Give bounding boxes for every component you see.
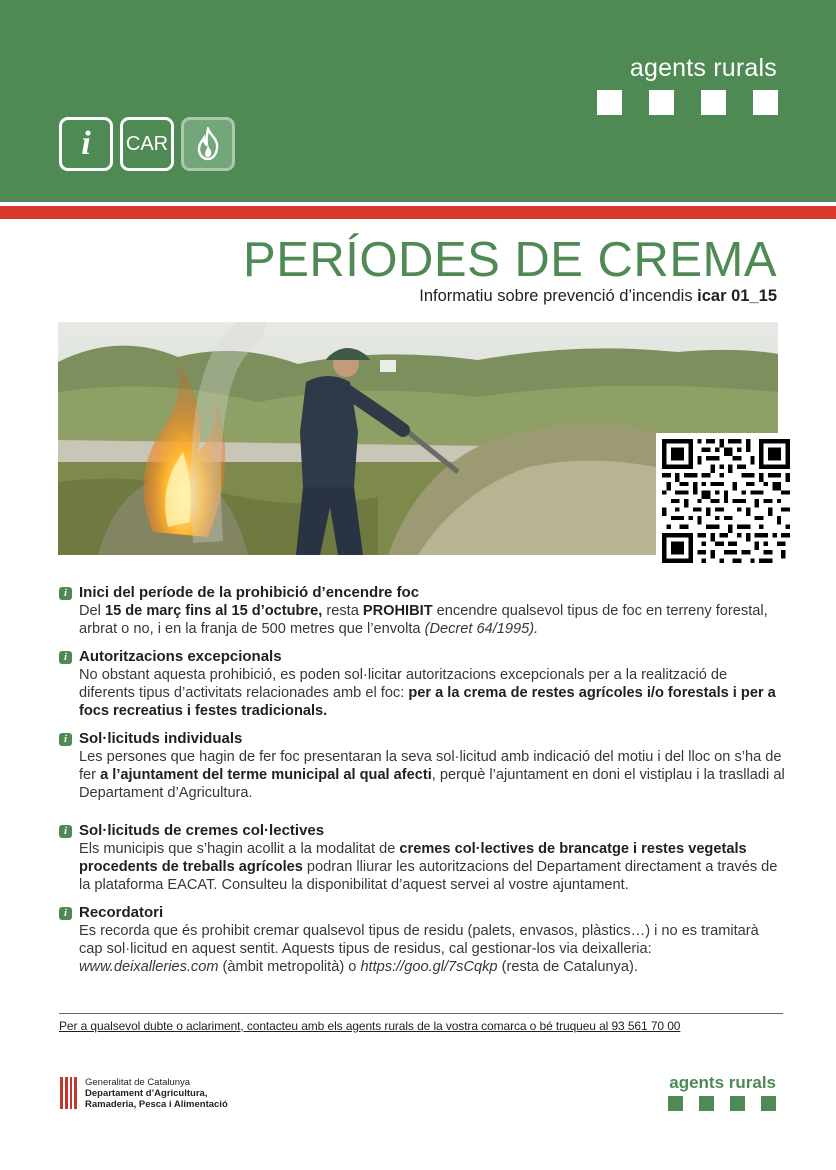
section-body (79, 748, 785, 802)
brand-square (753, 90, 778, 115)
body-text: resta (322, 603, 363, 619)
info-bullet-icon: i (59, 651, 72, 664)
italic-text: (Decret 64/1995). (424, 621, 539, 637)
red-stripe (0, 206, 836, 219)
section-heading: Sol·licituds de cremes col·lectives (79, 822, 325, 839)
emphasis-text: per a la crema de restes agrícoles i/o forestals i per a focs recreatius i festes tradicionals. (79, 685, 776, 719)
section-reminder (59, 904, 785, 976)
emphasis-text: a l’ajuntament del terme municipal al qual afecti (100, 767, 432, 783)
footer-divider (59, 1013, 783, 1014)
footer-brand: agents rurals (669, 1073, 776, 1092)
body-text: (àmbit metropolità) o (218, 959, 361, 975)
body-text: (resta de Catalunya). (497, 959, 638, 975)
gencat-line: Ramaderia, Pesca i Alimentació (85, 1099, 228, 1110)
emphasis-text: 15 de març fins al 15 d’octubre, (104, 603, 323, 619)
section-body (79, 840, 785, 894)
body-text: Els municipis que s’hagin acollit a la modalitat de (79, 841, 400, 857)
body-text: podran lliurar les autoritzacions del Departament directament a través de la plataforma EACAT. Consulteu la disponibilitat d’aquest servei al vostre ajuntament. (79, 859, 778, 893)
section-body (79, 602, 785, 638)
footer-brand-squares (668, 1096, 776, 1111)
section-prohibition-period (59, 584, 785, 638)
body-text: encendre qualsevol tipus de foc en terreny forestal, arbrat o no, i en la franja de 500 metres que l’envolta (79, 603, 768, 637)
page-title: PERÍODES DE CREMA (243, 233, 777, 287)
gencat-logo-icon (60, 1077, 77, 1109)
bulletin-code: icar 01_15 (697, 287, 777, 305)
brand-square (668, 1096, 683, 1111)
section-heading: Sol·licituds individuals (79, 730, 243, 747)
contact-line: Per a qualsevol dubte o aclariment, contacteu amb els agents rurals de la vostra comarca o bé truqueu al 93 561 70 00 (59, 1019, 681, 1033)
section-body (79, 922, 785, 976)
emphasis-text: cremes col·lectives de brancatge i restes vegetals procedents de treballs agrícoles (79, 841, 747, 875)
body-text: Es recorda que és prohibit cremar qualsevol tipus de residu (palets, envasos, plàstics…) i no es tramitarà cap sol·licitud en aquest sentit. Aquests tipus de residus, cal gestionar-los via deixalleria: (79, 923, 759, 957)
section-exceptional-authorizations (59, 648, 785, 720)
italic-text: www.deixalleries.com (79, 959, 219, 975)
fire-icon (181, 117, 235, 171)
info-bullet-icon: i (59, 825, 72, 838)
icon-row (59, 117, 235, 171)
brand-square (649, 90, 674, 115)
brand-square (701, 90, 726, 115)
emphasis-text: PROHIBIT (362, 603, 433, 619)
body-text: , perquè l’ajuntament en doni el vistiplau i la traslladi al Departament d’Agricultura. (79, 767, 785, 801)
section-individual-requests (59, 730, 785, 802)
section-heading: Autoritzacions excepcionals (79, 648, 282, 665)
info-icon: i (59, 117, 113, 171)
gencat-line: Generalitat de Catalunya (85, 1077, 191, 1088)
section-heading: Inici del període de la prohibició d’encendre foc (79, 584, 420, 601)
italic-text: https://goo.gl/7sCqkp (360, 959, 498, 975)
gencat-line: Departament d’Agricultura, (85, 1088, 208, 1099)
qr-code[interactable] (656, 433, 796, 569)
info-bullet-icon: i (59, 733, 72, 746)
gencat-block (60, 1077, 228, 1110)
info-bullet-icon: i (59, 907, 72, 920)
info-bullet-icon: i (59, 587, 72, 600)
body-text: Les persones que hagin de fer foc presentaran la seva sol·licitud amb indicació del motiu i del lloc on s’ha de fer (79, 749, 782, 783)
brand-square (730, 1096, 745, 1111)
brand-name: agents rurals (629, 54, 777, 82)
header-banner (0, 0, 836, 202)
page-subtitle (419, 287, 777, 306)
subtitle-text: Informatiu sobre prevenció d’incendis (419, 287, 698, 305)
brand-square (699, 1096, 714, 1111)
brand-squares (597, 90, 778, 115)
section-body (79, 666, 785, 720)
section-collective-burns (59, 822, 785, 894)
content (59, 584, 785, 986)
section-heading: Recordatori (79, 904, 164, 921)
car-icon: CAR (120, 117, 174, 171)
brand-square (597, 90, 622, 115)
body-text: Del (79, 603, 105, 619)
spacer (59, 812, 785, 822)
gencat-text (85, 1077, 228, 1110)
body-text: No obstant aquesta prohibició, es poden sol·licitar autoritzacions excepcionals per a la realització de diferents tipus d’activitats relacionades amb el foc: (79, 667, 728, 701)
brand-square (761, 1096, 776, 1111)
